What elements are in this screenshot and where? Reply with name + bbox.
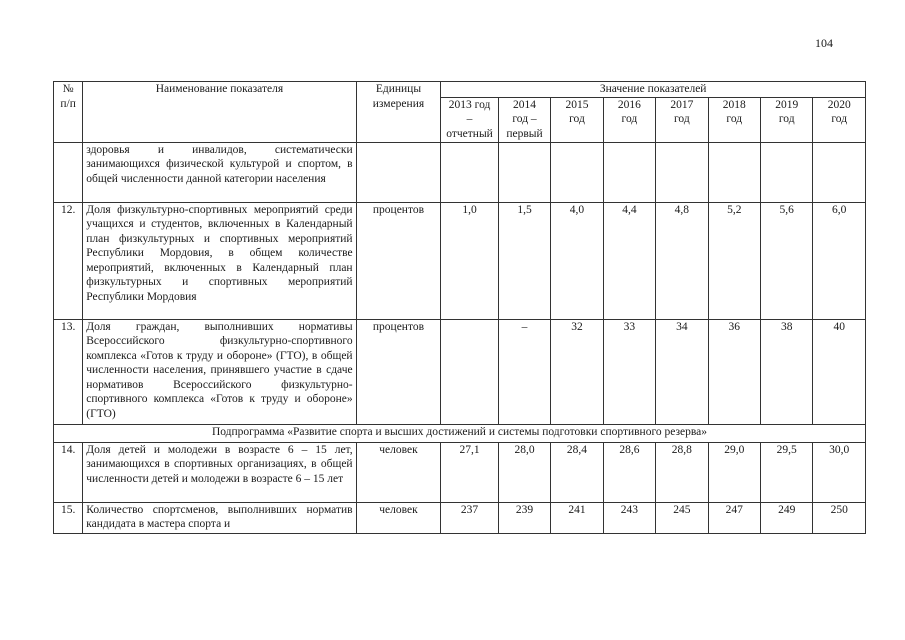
header-year: 2016 год xyxy=(603,97,655,142)
row-value xyxy=(441,319,498,424)
row-value: 239 xyxy=(498,502,550,533)
row-value: 247 xyxy=(708,502,760,533)
header-name: Наименование показателя xyxy=(83,82,356,143)
row-value: 33 xyxy=(603,319,655,424)
row-units: человек xyxy=(356,442,441,502)
table-row xyxy=(54,442,866,502)
header-year: 2014 год – первый xyxy=(498,97,550,142)
page-number: 104 xyxy=(815,36,833,50)
row-value: 32 xyxy=(551,319,603,424)
row-name: Доля физкультурно-спортивных мероприятий среди учащихся и студентов, включенных в Календарный план физкультурных и спортивных мероприятий Республики Мордовия, в общем количестве мероприятий, включенных в Календарный план физкультурных и спортивных мероприятий Республики Мордовия xyxy=(83,202,356,319)
row-value xyxy=(498,142,550,202)
row-value: 249 xyxy=(760,502,812,533)
header-year: 2019 год xyxy=(760,97,812,142)
row-num: 13. xyxy=(54,319,83,424)
row-value: 1,5 xyxy=(498,202,550,319)
row-value: 250 xyxy=(813,502,866,533)
row-value: 1,0 xyxy=(441,202,498,319)
header-num: № п/п xyxy=(54,82,83,143)
row-value xyxy=(551,142,603,202)
row-value: – xyxy=(498,319,550,424)
row-value: 243 xyxy=(603,502,655,533)
table-row xyxy=(54,319,866,424)
row-name: Доля детей и молодежи в возрасте 6 – 15 лет, занимающихся в спортивных организациях, в общей численности детей и молодежи в возрасте 6 – 15 лет xyxy=(83,442,356,502)
row-value: 36 xyxy=(708,319,760,424)
row-value xyxy=(708,142,760,202)
row-value xyxy=(760,142,812,202)
table-row xyxy=(54,142,866,202)
row-name: здоровья и инвалидов, систематически занимающихся физической культурой и спортом, в общей численности данной категории населения xyxy=(83,142,356,202)
table-row xyxy=(54,502,866,533)
row-num: 15. xyxy=(54,502,83,533)
row-num xyxy=(54,142,83,202)
row-value: 28,8 xyxy=(656,442,708,502)
row-value: 237 xyxy=(441,502,498,533)
header-year: 2017 год xyxy=(656,97,708,142)
row-value: 34 xyxy=(656,319,708,424)
header-units: Единицы измерения xyxy=(356,82,441,143)
row-value: 28,4 xyxy=(551,442,603,502)
row-value: 4,8 xyxy=(656,202,708,319)
row-value xyxy=(603,142,655,202)
row-name: Доля граждан, выполнивших нормативы Всероссийского физкультурно-спортивного комплекса «Готов к труду и обороне» (ГТО), в общей численности населения, принявшего участие в сдаче нормативов Всероссийского физкультурно-спортивного комплекса «Готов к труду и обороне» (ГТО) xyxy=(83,319,356,424)
row-units: процентов xyxy=(356,319,441,424)
row-num: 14. xyxy=(54,442,83,502)
row-value xyxy=(441,142,498,202)
row-units xyxy=(356,142,441,202)
header-year: 2013 год – отчетный xyxy=(441,97,498,142)
row-value xyxy=(656,142,708,202)
indicators-table xyxy=(53,81,866,534)
row-name: Количество спортсменов, выполнивших норматив кандидата в мастера спорта и xyxy=(83,502,356,533)
row-units: процентов xyxy=(356,202,441,319)
row-value: 29,0 xyxy=(708,442,760,502)
row-value: 29,5 xyxy=(760,442,812,502)
row-value: 241 xyxy=(551,502,603,533)
row-value: 6,0 xyxy=(813,202,866,319)
row-value: 28,6 xyxy=(603,442,655,502)
row-num: 12. xyxy=(54,202,83,319)
header-year: 2015 год xyxy=(551,97,603,142)
row-value: 5,6 xyxy=(760,202,812,319)
row-units: человек xyxy=(356,502,441,533)
row-value: 27,1 xyxy=(441,442,498,502)
row-value: 5,2 xyxy=(708,202,760,319)
row-value: 38 xyxy=(760,319,812,424)
row-value: 28,0 xyxy=(498,442,550,502)
row-value: 40 xyxy=(813,319,866,424)
row-value xyxy=(813,142,866,202)
row-value: 4,0 xyxy=(551,202,603,319)
table-row xyxy=(54,202,866,319)
header-year: 2020 год xyxy=(813,97,866,142)
header-year: 2018 год xyxy=(708,97,760,142)
subprogram-title: Подпрограмма «Развитие спорта и высших достижений и системы подготовки спортивного резерва» xyxy=(54,424,866,442)
subprogram-row xyxy=(54,424,866,442)
row-value: 30,0 xyxy=(813,442,866,502)
header-values-group: Значение показателей xyxy=(441,82,866,98)
row-value: 4,4 xyxy=(603,202,655,319)
row-value: 245 xyxy=(656,502,708,533)
